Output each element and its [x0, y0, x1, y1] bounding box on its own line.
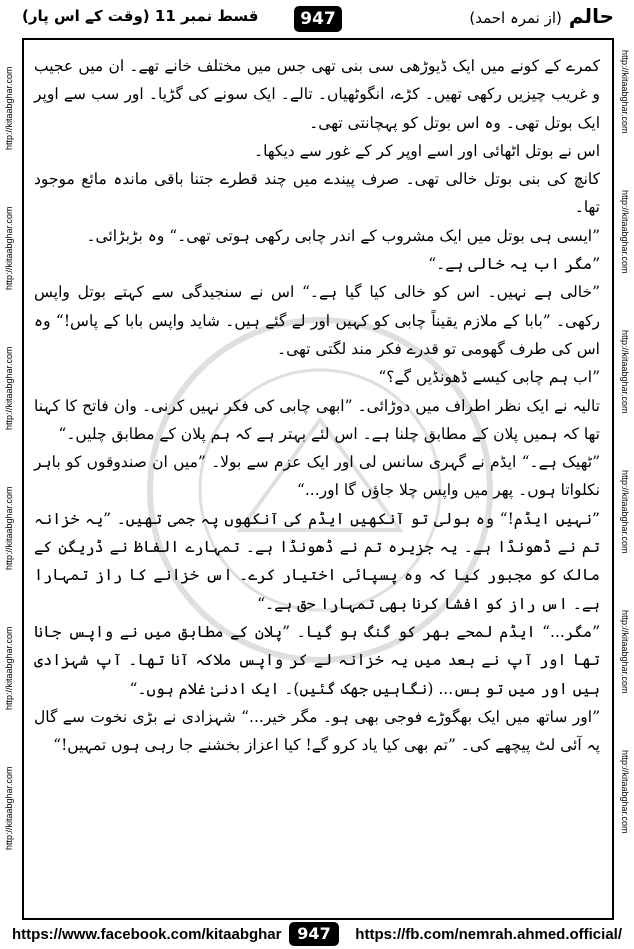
paragraph: ”خالی ہے نہیں۔ اس کو خالی کیا گیا ہے۔“ اس نے سنجیدگی سے کہتے بوتل واپس رکھی۔ ”بابا کے ملازم یقیناً چابی کو کہیں اور لے گئے ہیں۔ شاید واپس بابا کے پاس!“ وہ اس کی طرف گھومی تو قدرے فکر مند لگتی تھی۔ [34, 283, 600, 358]
paragraph: ”اب ہم چابی کیسے ڈھونڈیں گے؟“ [378, 368, 600, 387]
episode-label: قسط نمبر 11 (وقت کے اس پار) [22, 7, 259, 25]
paragraph: ”مگر...“ ایڈم لمحے بھر کو گنگ ہو گیا۔ ”پلان کے مطابق میں نے واپس جانا تھا اور آپ نے بعد میں یہ خزانہ لے کر واپس ملاکہ آنا تھا۔ آپ شہزادی ہیں اور میں تو بس... (نگاہیں جھک گئیں)۔ ایک ادنیٰ غلام ہوں۔“ [34, 622, 600, 698]
title-text: حالم [568, 4, 614, 28]
side-url-left [0, 0, 18, 949]
side-url-right [616, 0, 634, 949]
paragraph: ”اور ساتھ میں ایک بھگوڑے فوجی بھی ہو۔ مگر خیر...“ شہزادی نے بڑی نخوت سے گال پہ آئی لٹ پیچھے کی۔ ”تم بھی کیا یاد کرو گے! کیا اعزاز بخشنے جا رہی ہوں تمہیں!“ [34, 707, 600, 755]
author-text: (از نمرہ احمد) [469, 9, 562, 27]
paragraph: ”مگر اب یہ خالی ہے۔“ [428, 255, 600, 274]
story-text [34, 52, 600, 912]
side-url-text: http://kitaabghar.com [620, 330, 630, 414]
page-header [22, 4, 614, 36]
facebook-link[interactable]: https://www.facebook.com/kitaabghar [12, 926, 282, 943]
book-title [469, 4, 614, 28]
paragraph: ”نہیں ایڈم!“ وہ بولی تو آنکھیں ایڈم کی آنکھوں پہ جمی تھیں۔ ”یہ خزانہ تم نے ڈھونڈا ہے۔ یہ جزیرہ تم نے ڈھونڈا ہے۔ تمہارے الفاظ نے ڈریگن کے مالک کو مجبور کیا کہ وہ پسپائی اختیار کرے۔ اس خزانے کا راز تمہارا ہے۔ اس راز کو افشا کرنا بھی تمہارا حق ہے۔“ [34, 509, 600, 613]
side-url-text: http://kitaabghar.com [4, 66, 14, 150]
page-footer [0, 920, 634, 949]
side-url-text: http://kitaabghar.com [620, 190, 630, 274]
side-url-text: http://kitaabghar.com [620, 50, 630, 134]
footer-page-number: 947 [289, 922, 339, 946]
side-url-text: http://kitaabghar.com [4, 206, 14, 290]
paragraph: ”ٹھیک ہے۔“ ایڈم نے گہری سانس لی اور ایک عزم سے بولا۔ ”میں ان صندوقوں کو باہر نکلواتا ہوں۔ پھر میں واپس چلا جاؤں گا اور...“ [34, 453, 600, 500]
side-url-text: http://kitaabghar.com [620, 470, 630, 554]
side-url-text: http://kitaabghar.com [620, 750, 630, 834]
author-fb-link[interactable]: https://fb.com/nemrah.ahmed.official/ [355, 926, 622, 943]
paragraph: کانچ کی بنی بوتل خالی تھی۔ صرف پیندے میں چند قطرے جتنا باقی ماندہ مائع موجود تھا۔ [34, 170, 600, 217]
side-url-text: http://kitaabghar.com [4, 766, 14, 850]
paragraph: ”ایسی ہی بوتل میں ایک مشروب کے اندر چابی رکھی ہوتی تھی۔“ وہ بڑبڑائی۔ [86, 226, 600, 245]
side-url-text: http://kitaabghar.com [620, 610, 630, 694]
header-page-number: 947 [294, 6, 342, 32]
paragraph: اس نے بوتل اٹھائی اور اسے اوپر کر کے غور سے دیکھا۔ [253, 141, 600, 160]
paragraph: تالیہ نے ایک نظر اطراف میں دوڑائی۔ ”ابھی چابی کی فکر نہیں کرنی۔ وان فاتح کا کہنا تھا کہ ہمیں پلان کے مطابق چلنا ہے۔ اس لئے بہتر ہے کہ ہم پلان کے مطابق چلیں۔“ [34, 396, 600, 443]
paragraph: کمرے کے کونے میں ایک ڈیوڑھی سی بنی تھی جس میں مختلف خانے تھے۔ ان میں عجیب و غریب چیزیں رکھی تھیں۔ کڑے، انگوٹھیاں۔ تالے۔ ایک سونے کی گڑیا۔ اور سب سے اوپر ایک بوتل تھی۔ وہ اس بوتل کو پہچانتی تھی۔ [34, 57, 600, 132]
side-url-text: http://kitaabghar.com [4, 486, 14, 570]
side-url-text: http://kitaabghar.com [4, 626, 14, 710]
side-url-text: http://kitaabghar.com [4, 346, 14, 430]
